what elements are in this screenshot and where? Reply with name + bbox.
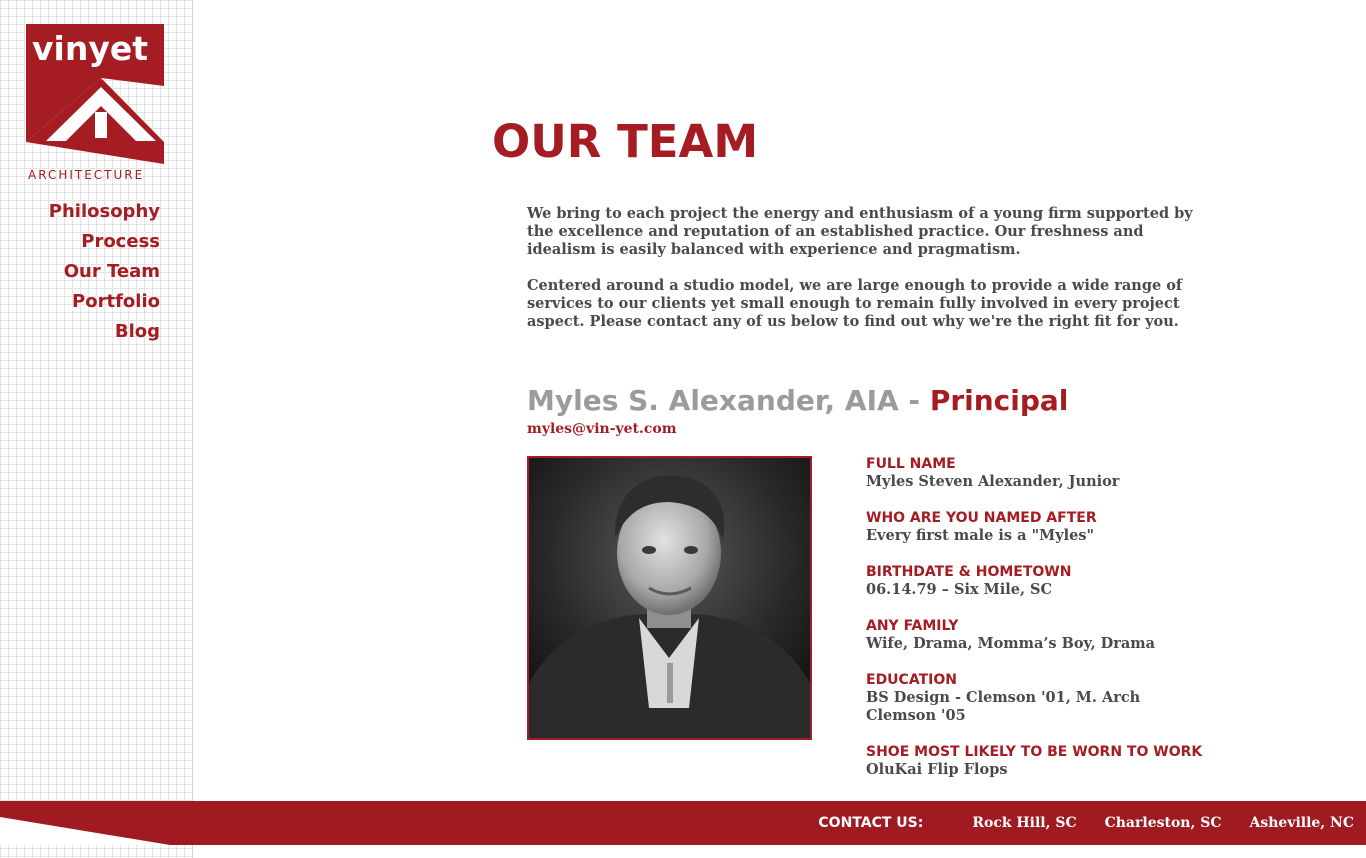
contact-location-rock-hill[interactable]: Rock Hill, SC <box>972 815 1077 831</box>
fact-label: EDUCATION <box>866 672 957 688</box>
fact-item <box>866 563 1206 599</box>
contact-location-asheville[interactable]: Asheville, NC <box>1249 815 1354 831</box>
main-content <box>193 0 1366 858</box>
vinyet-logo[interactable] <box>26 24 166 186</box>
fact-value: BS Design - Clemson '01, M. Arch Clemson '05 <box>866 689 1141 724</box>
fact-label: SHOE MOST LIKELY TO BE WORN TO WORK <box>866 744 1203 760</box>
footer-wedge-decoration <box>0 801 200 845</box>
logo-subtitle: ARCHITECTURE <box>28 168 145 182</box>
fact-item <box>866 617 1206 653</box>
contact-location-charleston[interactable]: Charleston, SC <box>1104 815 1222 831</box>
member-separator: - <box>898 384 930 417</box>
intro-text <box>527 205 1193 349</box>
sidebar <box>0 0 193 858</box>
member-name: Myles S. Alexander, AIA <box>527 384 899 417</box>
fact-value: Every first male is a "Myles" <box>866 527 1095 544</box>
fact-label: WHO ARE YOU NAMED AFTER <box>866 510 1097 526</box>
nav-item-philosophy[interactable]: Philosophy <box>48 201 160 222</box>
fact-label: ANY FAMILY <box>866 618 959 634</box>
fact-value: Wife, Drama, Momma’s Boy, Drama <box>866 635 1156 652</box>
fact-value: Myles Steven Alexander, Junior <box>866 473 1120 490</box>
member-email-link[interactable]: myles@vin-yet.com <box>527 421 677 437</box>
fact-item <box>866 509 1206 545</box>
fact-value: OluKai Flip Flops <box>866 761 1008 778</box>
fact-item <box>866 671 1206 725</box>
fact-item <box>866 455 1206 491</box>
fact-label: BIRTHDATE & HOMETOWN <box>866 564 1072 580</box>
member-facts <box>866 455 1206 797</box>
member-photo <box>527 456 812 740</box>
logo-wordmark: vinyet <box>32 29 148 68</box>
page-title: OUR TEAM <box>492 115 759 168</box>
portrait-image <box>529 458 810 738</box>
member-role: Principal <box>929 384 1069 417</box>
intro-paragraph: We bring to each project the energy and enthusiasm of a young firm supported by the excellence and reputation of an established practice. Our freshness and idealism is easily balanced with experience and pragmatism. <box>527 205 1193 258</box>
contact-label: CONTACT US: <box>818 815 924 831</box>
logo-graphic <box>26 24 166 186</box>
fact-value: 06.14.79 – Six Mile, SC <box>866 581 1053 598</box>
main-nav <box>49 197 160 347</box>
fact-item <box>866 743 1206 779</box>
nav-item-blog[interactable]: Blog <box>114 321 160 342</box>
nav-item-our-team[interactable]: Our Team <box>63 261 160 282</box>
nav-item-process[interactable]: Process <box>81 231 160 252</box>
fact-label: FULL NAME <box>866 456 956 472</box>
intro-paragraph: Centered around a studio model, we are large enough to provide a wide range of services to our clients yet small enough to remain fully involved in every project aspect. Please contact any of us below to find out why we're the right fit for you. <box>527 277 1183 330</box>
footer-bar <box>0 801 1366 845</box>
member-heading <box>527 380 1068 422</box>
contact-bar <box>818 801 1354 845</box>
nav-item-portfolio[interactable]: Portfolio <box>72 291 160 312</box>
